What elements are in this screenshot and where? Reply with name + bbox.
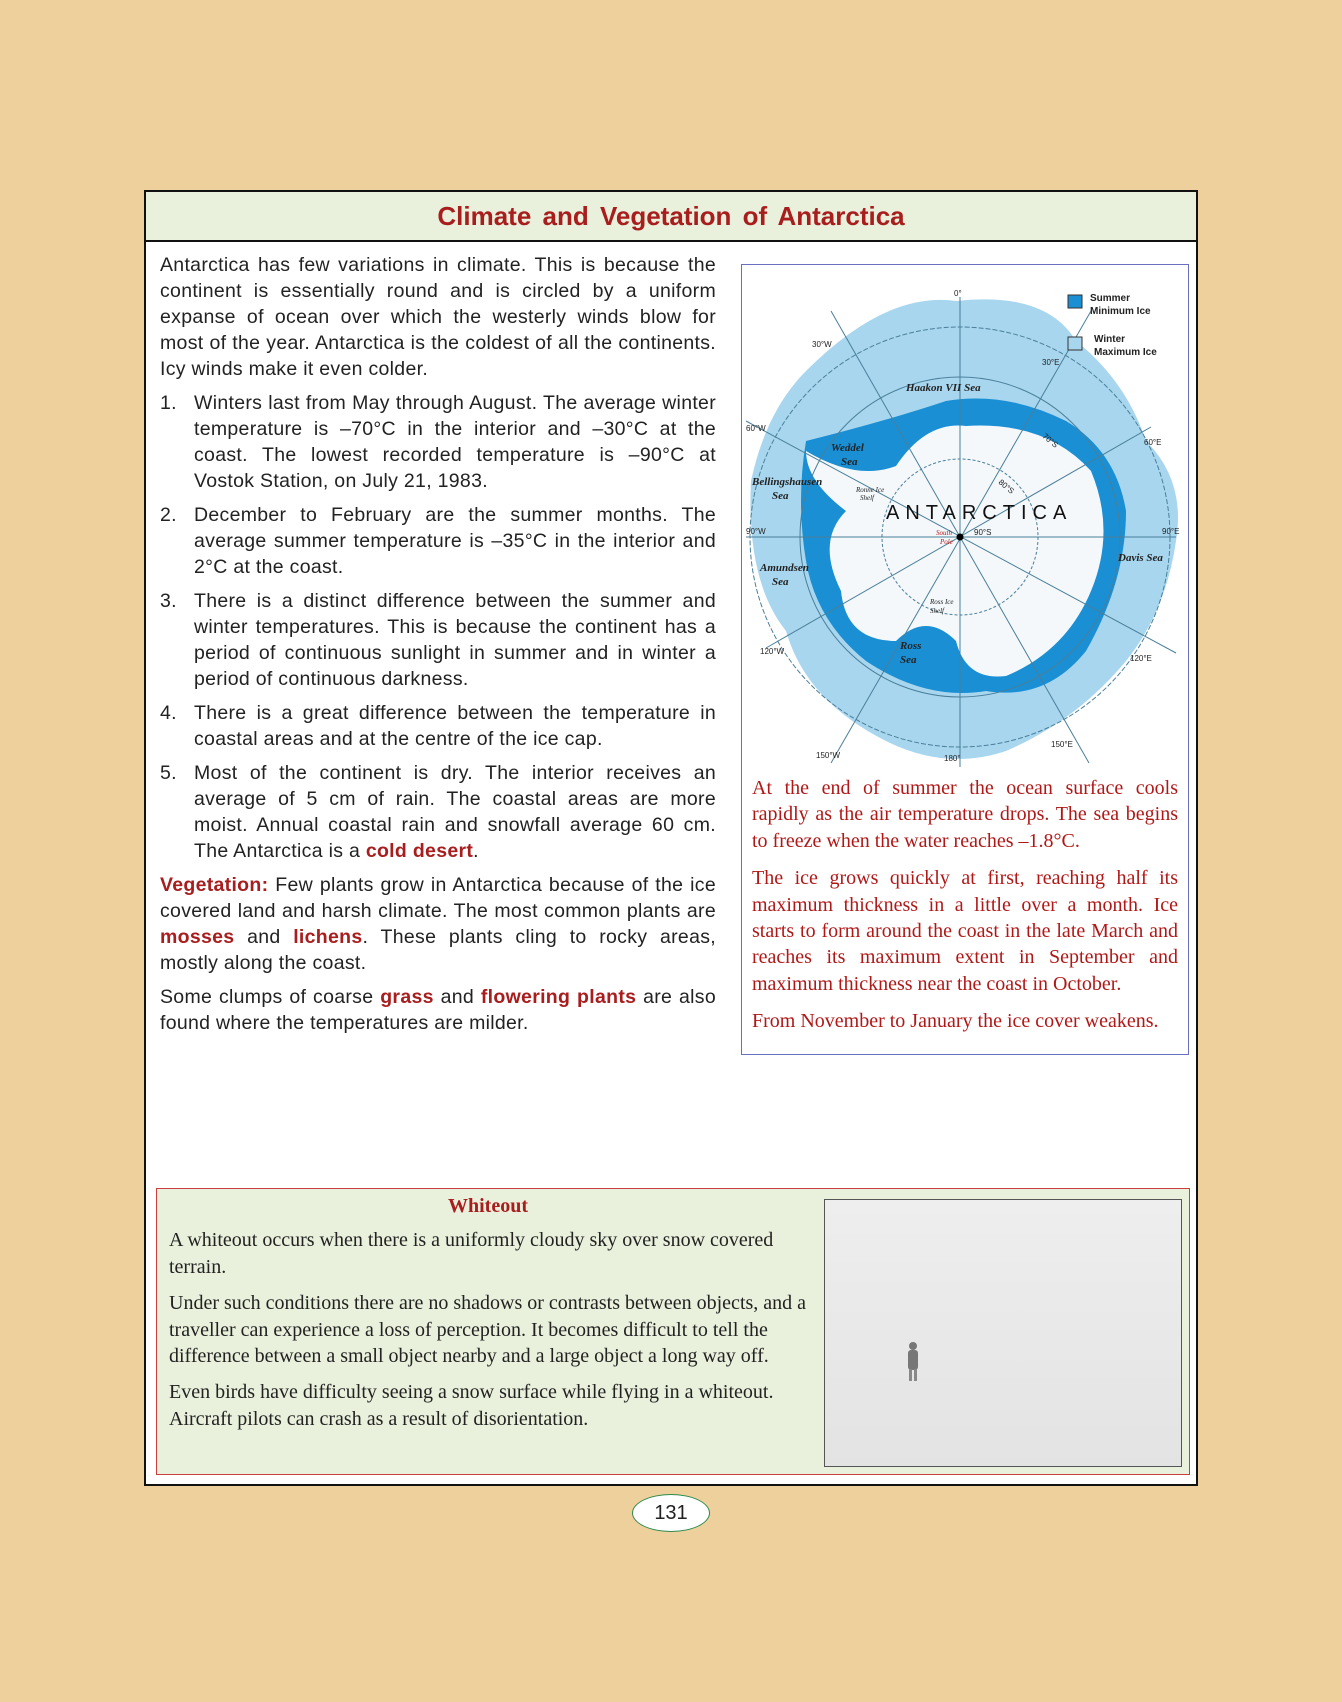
item-number: 2. <box>160 504 177 526</box>
text: Few plants grow in Antarctica because of the ice covered land and harsh climate. The most common plants are <box>160 874 716 922</box>
intro-paragraph: Antarctica has few variations in climate. This is because the continent is essentially round and is circled by a uniform expanse of ocean over which the westerly winds blow for most of the year. Antarctica is the coldest of all the continents. Icy winds make it even colder. <box>160 254 716 380</box>
label: 0° <box>954 289 962 298</box>
legend-label: Winter <box>1094 334 1126 345</box>
item-text: Winters last from May through August. The average winter temperature is –70°C in the interior and –30°C at the coast. The lowest recorded temperature is –90°C at Vostok Station, on July 21, 1983. <box>194 392 716 492</box>
keyword: lichens <box>293 926 363 948</box>
whiteout-box <box>156 1188 1190 1475</box>
caption-paragraph: From November to January the ice cover weakens. <box>752 1010 1159 1033</box>
page-title: Climate and Vegetation of Antarctica <box>146 192 1196 242</box>
caption-paragraph: At the end of summer the ocean surface cools rapidly as the air temperature drops. The sea begins to freeze when the water reaches –1.8°C. <box>752 777 1178 852</box>
legend-label: Minimum Ice <box>1090 306 1151 317</box>
list-item <box>160 700 716 752</box>
whiteout-paragraph: Even birds have difficulty seeing a snow surface while flying in a whiteout. Aircraft pilots can crash as a result of disorientation. <box>169 1381 774 1430</box>
item-number: 5. <box>160 762 177 784</box>
sea-label: Sea <box>900 654 917 666</box>
legend-swatch-summer <box>1068 295 1082 308</box>
label: 90°W <box>746 527 766 536</box>
sea-label: Sea <box>841 456 858 468</box>
sea-label: Weddel <box>831 442 864 454</box>
text: and <box>433 986 481 1008</box>
whiteout-text <box>169 1193 807 1442</box>
label: 120°E <box>1130 654 1152 663</box>
label: 90°E <box>1162 527 1180 536</box>
text: Most of the continent is dry. The interior receives an average of 5 cm of rain. The coastal areas are more moist. Annual coastal rain and snowfall average 60 cm. The Antarctica is a <box>194 762 716 862</box>
south-pole-label: Pole <box>940 538 953 546</box>
label: 150°E <box>1051 740 1073 749</box>
clumps-paragraph <box>160 984 716 1036</box>
whiteout-title: Whiteout <box>448 1195 528 1217</box>
main-text <box>160 252 716 1044</box>
item-text <box>194 760 716 864</box>
label: 150°W <box>816 751 841 760</box>
sea-label: Ross <box>900 640 922 652</box>
whiteout-photo <box>824 1199 1182 1467</box>
legend-swatch-winter <box>1068 337 1082 350</box>
whiteout-paragraph: Under such conditions there are no shadows or contrasts between objects, and a traveller can experience a loss of perception. It becomes difficult to tell the difference between a small object nearby and a large object a long way off. <box>169 1292 807 1368</box>
content-box <box>144 190 1198 1486</box>
keyword: grass <box>380 986 434 1008</box>
label: 30°E <box>1042 358 1060 367</box>
label: 120°W <box>760 647 785 656</box>
shelf-label: Shelf <box>930 607 944 615</box>
label: 80°S <box>996 477 1016 496</box>
shelf-label: Shelf <box>860 494 874 502</box>
shelf-label: Ross Ice <box>930 598 954 606</box>
item-text: December to February are the summer months. The average summer temperature is –35°C in the interior and 2°C at the coast. <box>194 504 716 578</box>
vegetation-label: Vegetation: <box>160 874 269 896</box>
map-figure <box>741 264 1189 1055</box>
text: . <box>473 840 479 862</box>
map-caption <box>752 775 1178 1035</box>
text: Some clumps of coarse <box>160 986 381 1008</box>
list-item <box>160 502 716 580</box>
item-number: 3. <box>160 590 177 612</box>
south-pole-label: South <box>936 529 952 537</box>
sea-label: Davis Sea <box>1118 552 1163 564</box>
continent-label: ANTARCTICA <box>886 502 1073 524</box>
sea-label: Haakon VII Sea <box>906 382 981 394</box>
label: 60°E <box>1144 438 1162 447</box>
text: and <box>234 926 294 948</box>
south-pole-marker <box>957 534 964 541</box>
whiteout-paragraph: A whiteout occurs when there is a uniformly cloudy sky over snow covered terrain. <box>169 1229 774 1278</box>
keyword: flowering plants <box>480 986 637 1008</box>
list-item <box>160 760 716 864</box>
caption-paragraph: The ice grows quickly at first, reaching half its maximum thickness in a little over a month. Ice starts to form around the coast in the late March and reaches its maximum extent in September and maximum thickness near the coast in October. <box>752 867 1178 995</box>
label: 60°W <box>746 424 766 433</box>
label: 30°W <box>812 340 832 349</box>
label: 90°S <box>974 528 992 537</box>
list-item <box>160 390 716 494</box>
item-number: 1. <box>160 392 177 414</box>
text: are also found where the temperatures are milder. <box>160 986 716 1034</box>
sea-label: Bellingshausen <box>752 476 823 488</box>
item-text: There is a great difference between the temperature in coastal areas and at the centre of the ice cap. <box>194 702 716 750</box>
label: 70°S <box>1040 431 1060 450</box>
legend-label: Maximum Ice <box>1094 347 1157 358</box>
keyword: cold desert <box>365 840 474 862</box>
keyword: mosses <box>160 926 235 948</box>
text: . These plants cling to rocky areas, mostly along the coast. <box>160 926 716 974</box>
vegetation-paragraph <box>160 872 716 976</box>
sea-label: Sea <box>772 490 789 502</box>
page-number: 131 <box>632 1494 710 1532</box>
traveller-figure-icon <box>825 1200 1181 1466</box>
antarctica-map <box>746 281 1184 771</box>
item-number: 4. <box>160 702 177 724</box>
sea-label: Amundsen <box>760 562 809 574</box>
list-item <box>160 588 716 692</box>
shelf-label: Ronne Ice <box>856 486 885 494</box>
sea-label: Sea <box>772 576 789 588</box>
legend-label: Summer <box>1090 293 1131 304</box>
item-text: There is a distinct difference between the summer and winter temperatures. This is because the continent has a period of continuous sunlight in summer and in winter a period of continuous darkness. <box>194 590 716 690</box>
label: 180° <box>944 754 961 763</box>
